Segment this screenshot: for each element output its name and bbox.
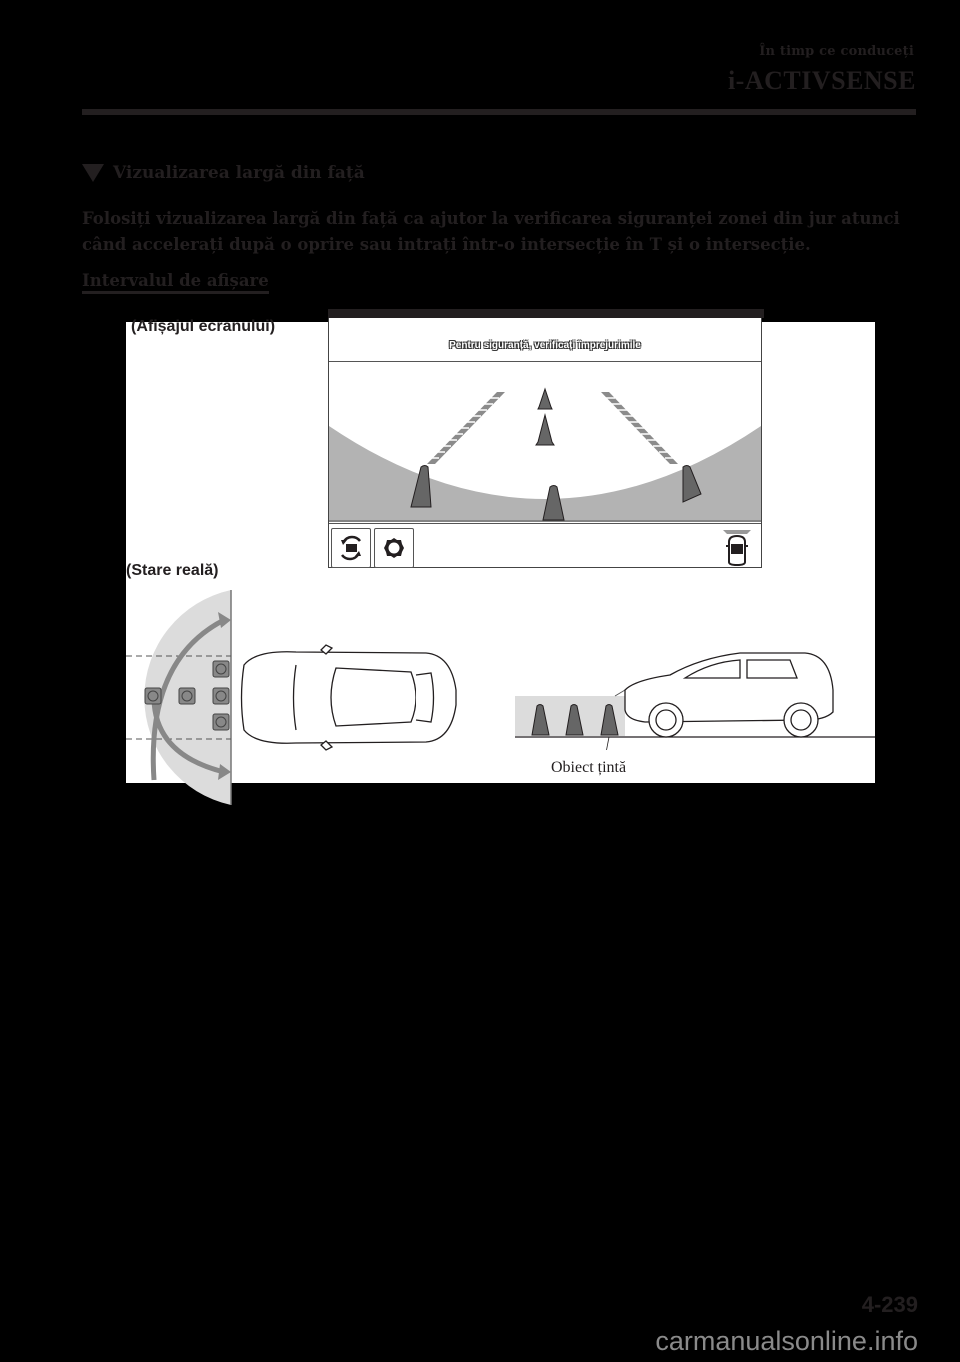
banner-text: Pentru siguranță, verificați împrejurimile [449,339,641,351]
chapter-title: i-ACTIVSENSE [727,66,916,95]
subheading-text: Vizualizarea largă din față [113,163,365,183]
cone [538,389,552,409]
side-view-graphic [505,640,875,750]
cone [536,415,554,445]
gear-icon [383,537,405,559]
screen-toolbar [329,523,761,569]
triangle-bullet-icon [82,164,104,182]
watermark: carmanualsonline.info [655,1326,918,1356]
target-object-caption: Obiect țintă [551,759,627,776]
display-range-heading: Intervalul de afișare [82,271,269,294]
view-switch-button[interactable] [331,528,371,568]
car-side-view [625,653,833,737]
screen-display-label: (Afișajul ecranului) [131,318,276,335]
screen-top-bar [328,309,764,318]
camera-view [329,362,761,522]
real-state-label: (Stare reală) [126,562,219,579]
car-front-sensor-indicator [723,528,751,570]
screen-frame [328,312,762,568]
car-front-sensor-icon [723,528,751,566]
top-view-graphic [126,590,476,810]
settings-button[interactable] [374,528,414,568]
camera-view-graphic [329,362,761,522]
cone [543,486,564,521]
header-rule [82,109,916,115]
section-label: În timp ce conduceți [759,44,914,59]
warning-banner [329,321,761,362]
top-view-diagram [126,590,476,814]
side-view-diagram [505,640,875,754]
view-switch-icon [338,534,364,562]
subheading [82,163,365,183]
page-number: 4-239 [861,1292,918,1317]
body-paragraph: Folosiți vizualizarea largă din față ca ajutor la verificarea siguranței zonei din jur atunci când accelerați după o oprire sau intrați într-o intersecție în T și o intersecție. [82,209,900,254]
camera-screen [328,312,762,568]
car-top-view [242,645,457,750]
